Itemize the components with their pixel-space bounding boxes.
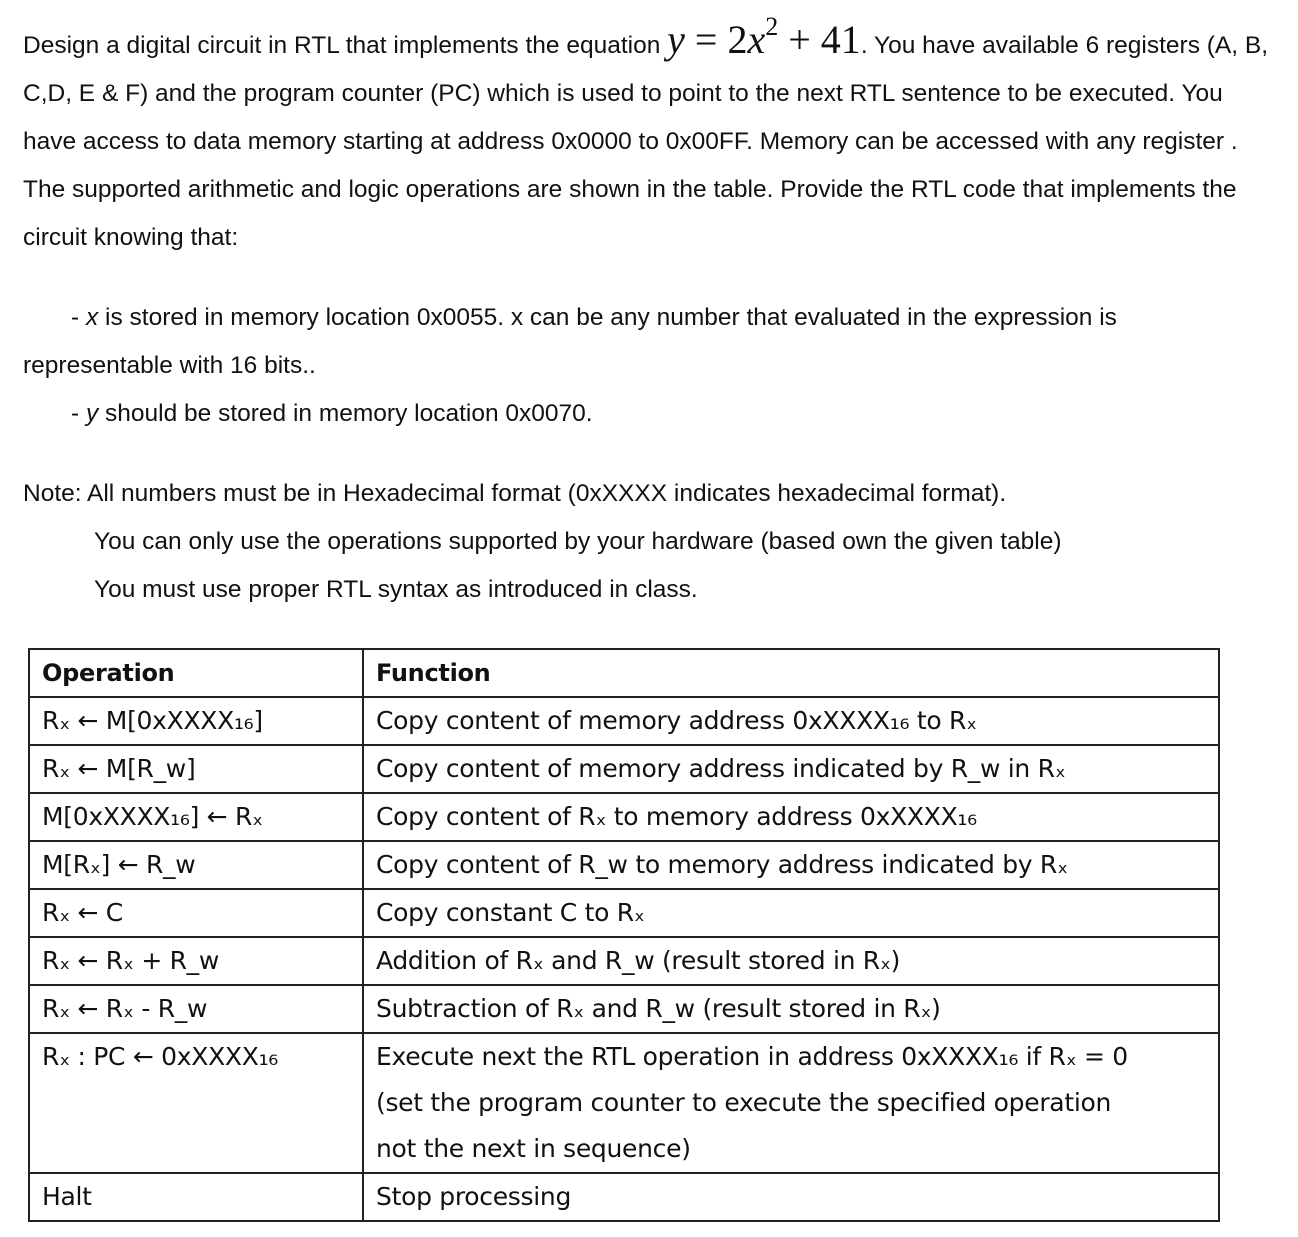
bullet-y-var: y xyxy=(85,400,99,427)
equation xyxy=(667,11,861,62)
bullet-x-var: x xyxy=(85,304,99,331)
operation-cell: Rₓ ← Rₓ - R_w xyxy=(29,985,363,1033)
table-row xyxy=(29,697,1219,745)
bullet-x-text: is stored in memory location 0x0055. x can be any number that evaluated in the expression is representable with 16 bits.. xyxy=(23,304,1117,379)
equation-x: x xyxy=(747,17,766,62)
note-syntax: You must use proper RTL syntax as introduced in class. xyxy=(94,576,698,603)
function-line: Execute next the RTL operation in address 0xXXXX₁₆ if Rₓ = 0 xyxy=(376,1042,1128,1071)
function-line: not the next in sequence) xyxy=(376,1134,691,1163)
equation-exponent: 2 xyxy=(765,11,779,41)
header-function: Function xyxy=(363,649,1219,697)
bullet-y-text: should be stored in memory location 0x0070. xyxy=(98,400,593,427)
bullet-y-location xyxy=(23,390,1273,438)
operation-cell: Rₓ ← M[0xXXXX₁₆] xyxy=(29,697,363,745)
operation-cell: M[0xXXXX₁₆] ← Rₓ xyxy=(29,793,363,841)
equation-tail: + 41 xyxy=(778,17,861,62)
operation-cell: Rₓ ← C xyxy=(29,889,363,937)
operation-cell: M[Rₓ] ← R_w xyxy=(29,841,363,889)
function-cell: Addition of Rₓ and R_w (result stored in Rₓ) xyxy=(363,937,1219,985)
table-row xyxy=(29,1033,1219,1173)
function-cell: Copy constant C to Rₓ xyxy=(363,889,1219,937)
table-row xyxy=(29,793,1219,841)
function-cell: Copy content of memory address indicated by R_w in Rₓ xyxy=(363,745,1219,793)
header-operation: Operation xyxy=(29,649,363,697)
bullet-dash: - xyxy=(71,304,86,331)
operation-cell: Rₓ : PC ← 0xXXXX₁₆ xyxy=(29,1033,363,1173)
function-cell: Stop processing xyxy=(363,1173,1219,1221)
function-cell xyxy=(363,1033,1219,1173)
bullet-dash: - xyxy=(71,400,86,427)
function-cell: Copy content of R_w to memory address indicated by Rₓ xyxy=(363,841,1219,889)
table-row xyxy=(29,841,1219,889)
equation-y: y xyxy=(667,17,685,62)
intro-paragraph xyxy=(23,11,1273,262)
operation-cell: Halt xyxy=(29,1173,363,1221)
function-cell: Copy content of Rₓ to memory address 0xXXXX₁₆ xyxy=(363,793,1219,841)
table-row xyxy=(29,1173,1219,1221)
table-row xyxy=(29,937,1219,985)
function-cell: Subtraction of Rₓ and R_w (result stored in Rₓ) xyxy=(363,985,1219,1033)
equation-equals: = 2 xyxy=(684,17,748,62)
operation-cell: Rₓ ← Rₓ + R_w xyxy=(29,937,363,985)
intro-after-equation: . You have available 6 registers (A, B, C,D, E & F) and the program counter (PC) which is used to point to the next RTL sentence to be executed. You have access to data memory starting at address 0x0000 to 0x00FF. Memory can be accessed with any register . The supported arithmetic and logic operations are shown in the table. Provide the RTL code that implements the circuit knowing that: xyxy=(23,32,1269,251)
intro-before-equation: Design a digital circuit in RTL that implements the equation xyxy=(23,32,668,59)
note-operations: You can only use the operations supported by your hardware (based own the given table) xyxy=(94,528,1062,555)
function-cell: Copy content of memory address 0xXXXX₁₆ to Rₓ xyxy=(363,697,1219,745)
table-row xyxy=(29,745,1219,793)
table-header-row xyxy=(29,649,1219,697)
bullet-x-location xyxy=(23,294,1273,390)
table-row xyxy=(29,889,1219,937)
note-hex-format: Note: All numbers must be in Hexadecimal format (0xXXXX indicates hexadecimal format). xyxy=(23,480,1007,507)
problem-statement xyxy=(23,11,1273,614)
operations-table xyxy=(28,648,1220,1222)
table-row xyxy=(29,985,1219,1033)
function-line: (set the program counter to execute the specified operation xyxy=(376,1088,1112,1117)
operation-cell: Rₓ ← M[R_w] xyxy=(29,745,363,793)
